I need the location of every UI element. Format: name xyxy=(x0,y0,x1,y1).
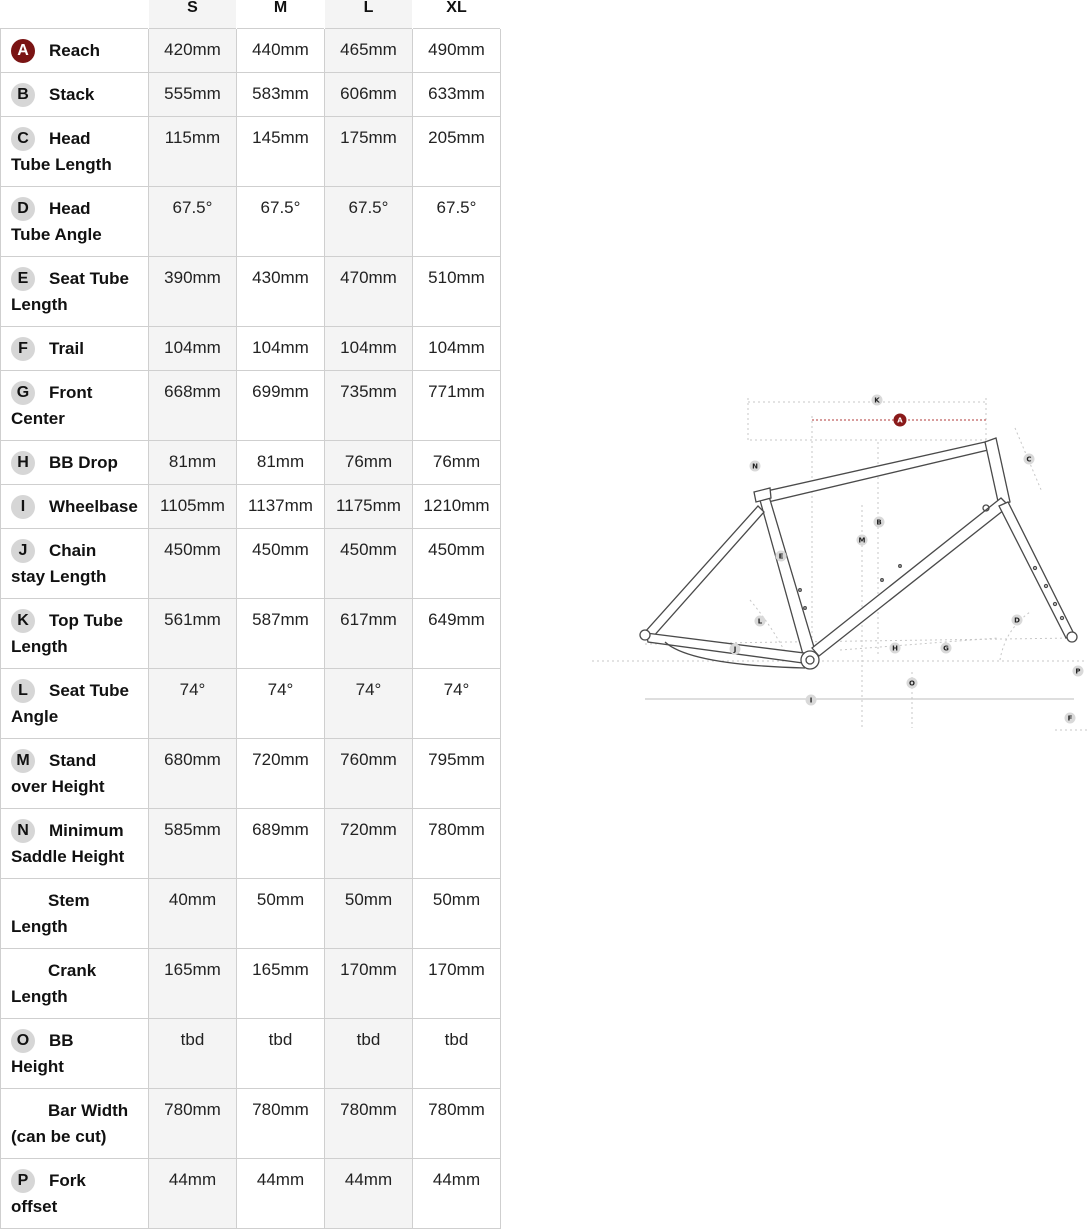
value-cell-m: 587mm xyxy=(237,599,325,669)
value-cell-s: 420mm xyxy=(149,29,237,73)
svg-text:N: N xyxy=(752,462,758,471)
value-cell-s: 561mm xyxy=(149,599,237,669)
row-label-line2: offset xyxy=(11,1197,58,1216)
seat-stay xyxy=(645,506,764,638)
value-cell-l: 67.5° xyxy=(325,187,413,257)
value-cell-xl: 633mm xyxy=(413,73,501,117)
value-cell-s: 680mm xyxy=(149,739,237,809)
row-label-line2: Tube Angle xyxy=(11,225,102,244)
row-label-line1: Minimum xyxy=(49,821,124,840)
dimension-badge: P xyxy=(11,1169,35,1193)
svg-text:M: M xyxy=(858,536,866,545)
row-label xyxy=(1,187,149,257)
value-cell-m: 720mm xyxy=(237,739,325,809)
value-cell-xl: tbd xyxy=(413,1019,501,1089)
row-label-line2: Length xyxy=(11,987,68,1006)
dim-label-j xyxy=(730,644,741,655)
dim-label-o xyxy=(907,678,918,689)
row-label-line1: Seat Tube xyxy=(49,269,129,288)
dimension-badge: C xyxy=(11,127,35,151)
table-row xyxy=(1,1159,501,1229)
value-cell-l: 104mm xyxy=(325,327,413,371)
dim-label-i xyxy=(806,695,817,706)
dim-label-g xyxy=(941,643,952,654)
row-label xyxy=(1,371,149,441)
value-cell-l: 760mm xyxy=(325,739,413,809)
value-cell-s: 81mm xyxy=(149,441,237,485)
row-label-line2: stay Length xyxy=(11,567,107,586)
dimension-lines xyxy=(592,398,1087,730)
value-cell-l: tbd xyxy=(325,1019,413,1089)
row-label-line1: Stack xyxy=(49,85,95,104)
row-label xyxy=(1,529,149,599)
front-dropout xyxy=(1067,632,1077,642)
value-cell-l: 780mm xyxy=(325,1089,413,1159)
dimension-badge: N xyxy=(11,819,35,843)
table-row xyxy=(1,809,501,879)
row-label xyxy=(1,73,149,117)
row-label-line2: Saddle Height xyxy=(11,847,125,866)
value-cell-m: tbd xyxy=(237,1019,325,1089)
row-label-line1: Crank xyxy=(48,961,97,980)
value-cell-l: 1175mm xyxy=(325,485,413,529)
svg-text:I: I xyxy=(809,696,813,705)
geometry-rows xyxy=(1,29,501,1229)
svg-text:D: D xyxy=(1014,616,1020,625)
value-cell-xl: 795mm xyxy=(413,739,501,809)
svg-text:H: H xyxy=(892,644,898,653)
dimension-badge: I xyxy=(11,495,35,519)
value-cell-xl: 74° xyxy=(413,669,501,739)
head-tube xyxy=(985,438,1010,506)
row-label xyxy=(1,949,149,1019)
value-cell-l: 74° xyxy=(325,669,413,739)
value-cell-m: 104mm xyxy=(237,327,325,371)
dim-label-m xyxy=(857,535,868,546)
value-cell-m: 67.5° xyxy=(237,187,325,257)
value-cell-m: 689mm xyxy=(237,809,325,879)
dimension-badge: M xyxy=(11,749,35,773)
value-cell-l: 470mm xyxy=(325,257,413,327)
bike-frame-diagram xyxy=(590,380,1087,735)
dimension-badge: H xyxy=(11,451,35,475)
value-cell-s: 780mm xyxy=(149,1089,237,1159)
value-cell-m: 81mm xyxy=(237,441,325,485)
value-cell-s: 115mm xyxy=(149,117,237,187)
row-label-line1: BB xyxy=(49,1031,74,1050)
row-label xyxy=(1,441,149,485)
svg-text:F: F xyxy=(1067,714,1073,723)
table-row xyxy=(1,441,501,485)
table-row xyxy=(1,739,501,809)
value-cell-xl: 771mm xyxy=(413,371,501,441)
value-cell-s: 104mm xyxy=(149,327,237,371)
value-cell-m: 74° xyxy=(237,669,325,739)
row-label-line2: Height xyxy=(11,1057,64,1076)
row-label-line2: Length xyxy=(11,637,68,656)
row-label-line1: Fork xyxy=(49,1171,86,1190)
dimension-badge: K xyxy=(11,609,35,633)
value-cell-m: 50mm xyxy=(237,879,325,949)
row-label-line1: Head xyxy=(49,199,91,218)
geometry-table xyxy=(0,0,501,1229)
row-label-line1: Bar Width xyxy=(48,1101,129,1120)
dim-label-p xyxy=(1073,666,1084,677)
dim-label-f xyxy=(1065,713,1076,724)
dim-label-b xyxy=(874,517,885,528)
row-label xyxy=(1,879,149,949)
value-cell-m: 44mm xyxy=(237,1159,325,1229)
value-cell-xl: 67.5° xyxy=(413,187,501,257)
table-row xyxy=(1,29,501,73)
value-cell-xl: 450mm xyxy=(413,529,501,599)
value-cell-m: 450mm xyxy=(237,529,325,599)
dim-label-c xyxy=(1024,454,1035,465)
value-cell-s: 668mm xyxy=(149,371,237,441)
table-row xyxy=(1,485,501,529)
row-label xyxy=(1,669,149,739)
value-cell-l: 76mm xyxy=(325,441,413,485)
svg-text:O: O xyxy=(909,679,915,688)
value-cell-s: 165mm xyxy=(149,949,237,1019)
value-cell-xl: 170mm xyxy=(413,949,501,1019)
dimension-badge: L xyxy=(11,679,35,703)
down-tube xyxy=(812,498,1009,656)
value-cell-l: 50mm xyxy=(325,879,413,949)
row-label-line1: Seat Tube xyxy=(49,681,129,700)
value-cell-xl: 205mm xyxy=(413,117,501,187)
value-cell-xl: 490mm xyxy=(413,29,501,73)
dim-label-a xyxy=(894,414,907,427)
row-label-line1: BB Drop xyxy=(49,453,118,472)
value-cell-m: 780mm xyxy=(237,1089,325,1159)
row-label xyxy=(1,599,149,669)
dim-label-d xyxy=(1012,615,1023,626)
value-cell-s: 74° xyxy=(149,669,237,739)
row-label-line2: (can be cut) xyxy=(11,1127,107,1146)
value-cell-l: 606mm xyxy=(325,73,413,117)
value-cell-m: 145mm xyxy=(237,117,325,187)
value-cell-s: 450mm xyxy=(149,529,237,599)
row-label xyxy=(1,1089,149,1159)
row-label-line1: Head xyxy=(49,129,91,148)
svg-text:K: K xyxy=(874,396,880,405)
row-label xyxy=(1,257,149,327)
seat-tube xyxy=(758,493,816,658)
table-row xyxy=(1,257,501,327)
svg-text:L: L xyxy=(757,617,763,626)
value-cell-m: 699mm xyxy=(237,371,325,441)
value-cell-l: 450mm xyxy=(325,529,413,599)
value-cell-s: 585mm xyxy=(149,809,237,879)
size-header-row xyxy=(1,0,501,29)
row-label-line2: Tube Length xyxy=(11,155,112,174)
row-label xyxy=(1,1019,149,1089)
value-cell-s: 1105mm xyxy=(149,485,237,529)
row-label xyxy=(1,485,149,529)
value-cell-s: 390mm xyxy=(149,257,237,327)
value-cell-s: 40mm xyxy=(149,879,237,949)
row-label-line1: Top Tube xyxy=(49,611,123,630)
value-cell-s: 67.5° xyxy=(149,187,237,257)
size-header-m: M xyxy=(237,0,325,29)
dim-label-k xyxy=(872,395,883,406)
frame-outline xyxy=(640,438,1077,669)
value-cell-l: 175mm xyxy=(325,117,413,187)
table-row xyxy=(1,949,501,1019)
svg-text:E: E xyxy=(778,552,784,561)
row-label-line2: Length xyxy=(11,917,68,936)
table-row xyxy=(1,669,501,739)
row-label xyxy=(1,1159,149,1229)
header-corner xyxy=(1,0,149,29)
table-row xyxy=(1,1089,501,1159)
svg-text:P: P xyxy=(1075,667,1081,676)
dimension-badge: D xyxy=(11,197,35,221)
dimension-badge: O xyxy=(11,1029,35,1053)
size-header-xl: XL xyxy=(413,0,501,29)
row-label-line1: Trail xyxy=(49,339,84,358)
row-label-line1: Wheelbase xyxy=(49,497,138,516)
dim-label-h xyxy=(890,643,901,654)
size-header-l: L xyxy=(325,0,413,29)
table-row xyxy=(1,187,501,257)
table-row xyxy=(1,327,501,371)
row-label xyxy=(1,29,149,73)
value-cell-xl: 44mm xyxy=(413,1159,501,1229)
value-cell-l: 44mm xyxy=(325,1159,413,1229)
table-row xyxy=(1,529,501,599)
row-label-line1: Front xyxy=(49,383,93,402)
dimension-badge: G xyxy=(11,381,35,405)
value-cell-s: 555mm xyxy=(149,73,237,117)
value-cell-xl: 780mm xyxy=(413,1089,501,1159)
size-header-s: S xyxy=(149,0,237,29)
value-cell-m: 583mm xyxy=(237,73,325,117)
dim-label-e xyxy=(776,551,787,562)
svg-text:B: B xyxy=(876,518,882,527)
value-cell-m: 440mm xyxy=(237,29,325,73)
row-label-line2: Angle xyxy=(11,707,59,726)
table-row xyxy=(1,879,501,949)
svg-text:C: C xyxy=(1026,455,1032,464)
value-cell-xl: 76mm xyxy=(413,441,501,485)
value-cell-m: 430mm xyxy=(237,257,325,327)
value-cell-l: 465mm xyxy=(325,29,413,73)
svg-text:J: J xyxy=(733,645,737,654)
top-tube xyxy=(758,442,988,502)
row-label-line1: Reach xyxy=(49,41,101,60)
value-cell-m: 1137mm xyxy=(237,485,325,529)
dimension-badge: A xyxy=(11,39,35,63)
dimension-badge: E xyxy=(11,267,35,291)
value-cell-xl: 649mm xyxy=(413,599,501,669)
value-cell-xl: 50mm xyxy=(413,879,501,949)
row-label-line2: over Height xyxy=(11,777,105,796)
value-cell-xl: 780mm xyxy=(413,809,501,879)
row-label xyxy=(1,809,149,879)
row-label-line2: Center xyxy=(11,409,65,428)
rear-dropout xyxy=(640,630,650,640)
value-cell-l: 170mm xyxy=(325,949,413,1019)
dim-label-n xyxy=(750,461,761,472)
value-cell-l: 735mm xyxy=(325,371,413,441)
row-label xyxy=(1,327,149,371)
value-cell-s: tbd xyxy=(149,1019,237,1089)
table-row xyxy=(1,117,501,187)
table-row xyxy=(1,599,501,669)
value-cell-l: 617mm xyxy=(325,599,413,669)
value-cell-xl: 510mm xyxy=(413,257,501,327)
svg-text:A: A xyxy=(897,416,903,425)
row-label-line1: Stand xyxy=(49,751,97,770)
value-cell-m: 165mm xyxy=(237,949,325,1019)
dim-label-l xyxy=(755,616,766,627)
value-cell-s: 44mm xyxy=(149,1159,237,1229)
dimension-badge: B xyxy=(11,83,35,107)
row-label-line2: Length xyxy=(11,295,68,314)
value-cell-xl: 1210mm xyxy=(413,485,501,529)
table-row xyxy=(1,73,501,117)
table-row xyxy=(1,1019,501,1089)
chain-stay xyxy=(646,633,804,663)
table-row xyxy=(1,371,501,441)
row-label xyxy=(1,739,149,809)
dimension-badge: J xyxy=(11,539,35,563)
svg-text:G: G xyxy=(943,644,949,653)
dimension-badge: F xyxy=(11,337,35,361)
row-label-line1: Chain xyxy=(49,541,97,560)
value-cell-xl: 104mm xyxy=(413,327,501,371)
row-label-line1: Stem xyxy=(48,891,90,910)
value-cell-l: 720mm xyxy=(325,809,413,879)
row-label xyxy=(1,117,149,187)
